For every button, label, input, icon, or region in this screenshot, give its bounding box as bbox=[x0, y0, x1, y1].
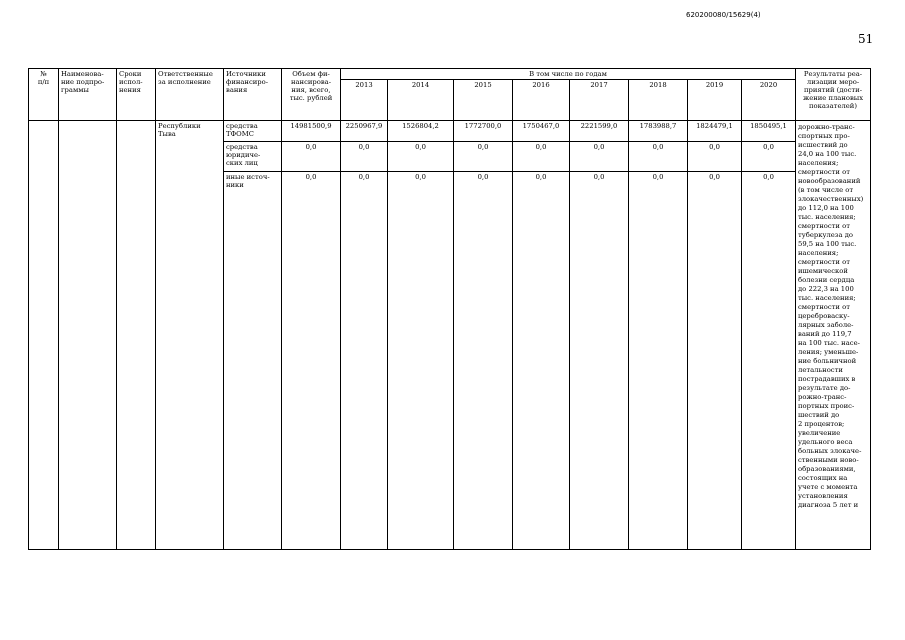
cell-value: 0,0 bbox=[341, 172, 388, 550]
header-num: № п/п bbox=[29, 69, 59, 121]
cell-name bbox=[59, 121, 117, 550]
cell-results: дорожно-транс- спортных про- исшествий до 24,0 на 100 тыс. населения; смертности от новообразований (в том числе от злокачественных) до 112,0 на 100 тыс. населения; смертности от туберкулеза до 59,5 на 100 тыс. населения; смертности от ишемической болезни сердца до 222,3 на 100 тыс. населения; смертности от цереброваску- лярных заболе- ваний до 119,7 на 100 тыс. насе- ления; уменьше- ние больничной летальности пострадавших в результате до- рожно-транс- портных проис- шествий до 2 процентов; увеличение удельного веса больных злокаче- ственными ново- образованиями, состоящих на учете с момента установления диагноза 5 лет и bbox=[796, 121, 871, 550]
cell-source: средства ТФОМС bbox=[224, 121, 282, 142]
year-header: 2020 bbox=[742, 80, 796, 121]
cell-value: 0,0 bbox=[388, 172, 454, 550]
cell-value: 0,0 bbox=[742, 172, 796, 550]
year-header: 2017 bbox=[570, 80, 629, 121]
document-id: 620200080/15629(4) bbox=[686, 11, 761, 19]
cell-value: 1850495,1 bbox=[742, 121, 796, 142]
cell-num bbox=[29, 121, 59, 550]
cell-total: 14981500,9 bbox=[282, 121, 341, 142]
cell-value: 0,0 bbox=[513, 172, 570, 550]
cell-value: 0,0 bbox=[629, 172, 688, 550]
cell-value: 1772700,0 bbox=[454, 121, 513, 142]
cell-source: иные источ- ники bbox=[224, 172, 282, 550]
year-header: 2014 bbox=[388, 80, 454, 121]
cell-value: 0,0 bbox=[629, 142, 688, 172]
cell-value: 0,0 bbox=[513, 142, 570, 172]
cell-value: 0,0 bbox=[688, 172, 742, 550]
cell-value: 1526804,2 bbox=[388, 121, 454, 142]
cell-value: 0,0 bbox=[742, 142, 796, 172]
cell-value: 1824479,1 bbox=[688, 121, 742, 142]
table-row bbox=[29, 121, 871, 142]
year-header: 2015 bbox=[454, 80, 513, 121]
cell-value: 1783988,7 bbox=[629, 121, 688, 142]
header-row bbox=[29, 69, 871, 80]
cell-value: 2221599,0 bbox=[570, 121, 629, 142]
cell-responsible: Республики Тыва bbox=[156, 121, 224, 550]
cell-value: 0,0 bbox=[341, 142, 388, 172]
year-header: 2013 bbox=[341, 80, 388, 121]
header-terms: Сроки испол- нения bbox=[117, 69, 156, 121]
cell-terms bbox=[117, 121, 156, 550]
cell-value: 0,0 bbox=[570, 142, 629, 172]
cell-total: 0,0 bbox=[282, 172, 341, 550]
header-sources: Источники финансиро- вания bbox=[224, 69, 282, 121]
cell-value: 0,0 bbox=[388, 142, 454, 172]
cell-source: средства юридиче- ских лиц bbox=[224, 142, 282, 172]
financing-table bbox=[28, 68, 871, 550]
cell-value: 1750467,0 bbox=[513, 121, 570, 142]
cell-value: 0,0 bbox=[454, 142, 513, 172]
header-name: Наименова- ние подпро- граммы bbox=[59, 69, 117, 121]
header-responsible: Ответственные за исполнение bbox=[156, 69, 224, 121]
cell-value: 0,0 bbox=[688, 142, 742, 172]
year-header: 2019 bbox=[688, 80, 742, 121]
cell-value: 0,0 bbox=[454, 172, 513, 550]
cell-value: 2250967,9 bbox=[341, 121, 388, 142]
year-header: 2018 bbox=[629, 80, 688, 121]
year-header: 2016 bbox=[513, 80, 570, 121]
cell-value: 0,0 bbox=[570, 172, 629, 550]
header-volume: Объем фи- нансирова- ния, всего, тыс. рублей bbox=[282, 69, 341, 121]
cell-total: 0,0 bbox=[282, 142, 341, 172]
header-years-group: В том числе по годам bbox=[341, 69, 796, 80]
header-results: Результаты реа- лизации меро- приятий (дости- жение плановых показателей) bbox=[796, 69, 871, 121]
page-number: 51 bbox=[858, 32, 874, 46]
